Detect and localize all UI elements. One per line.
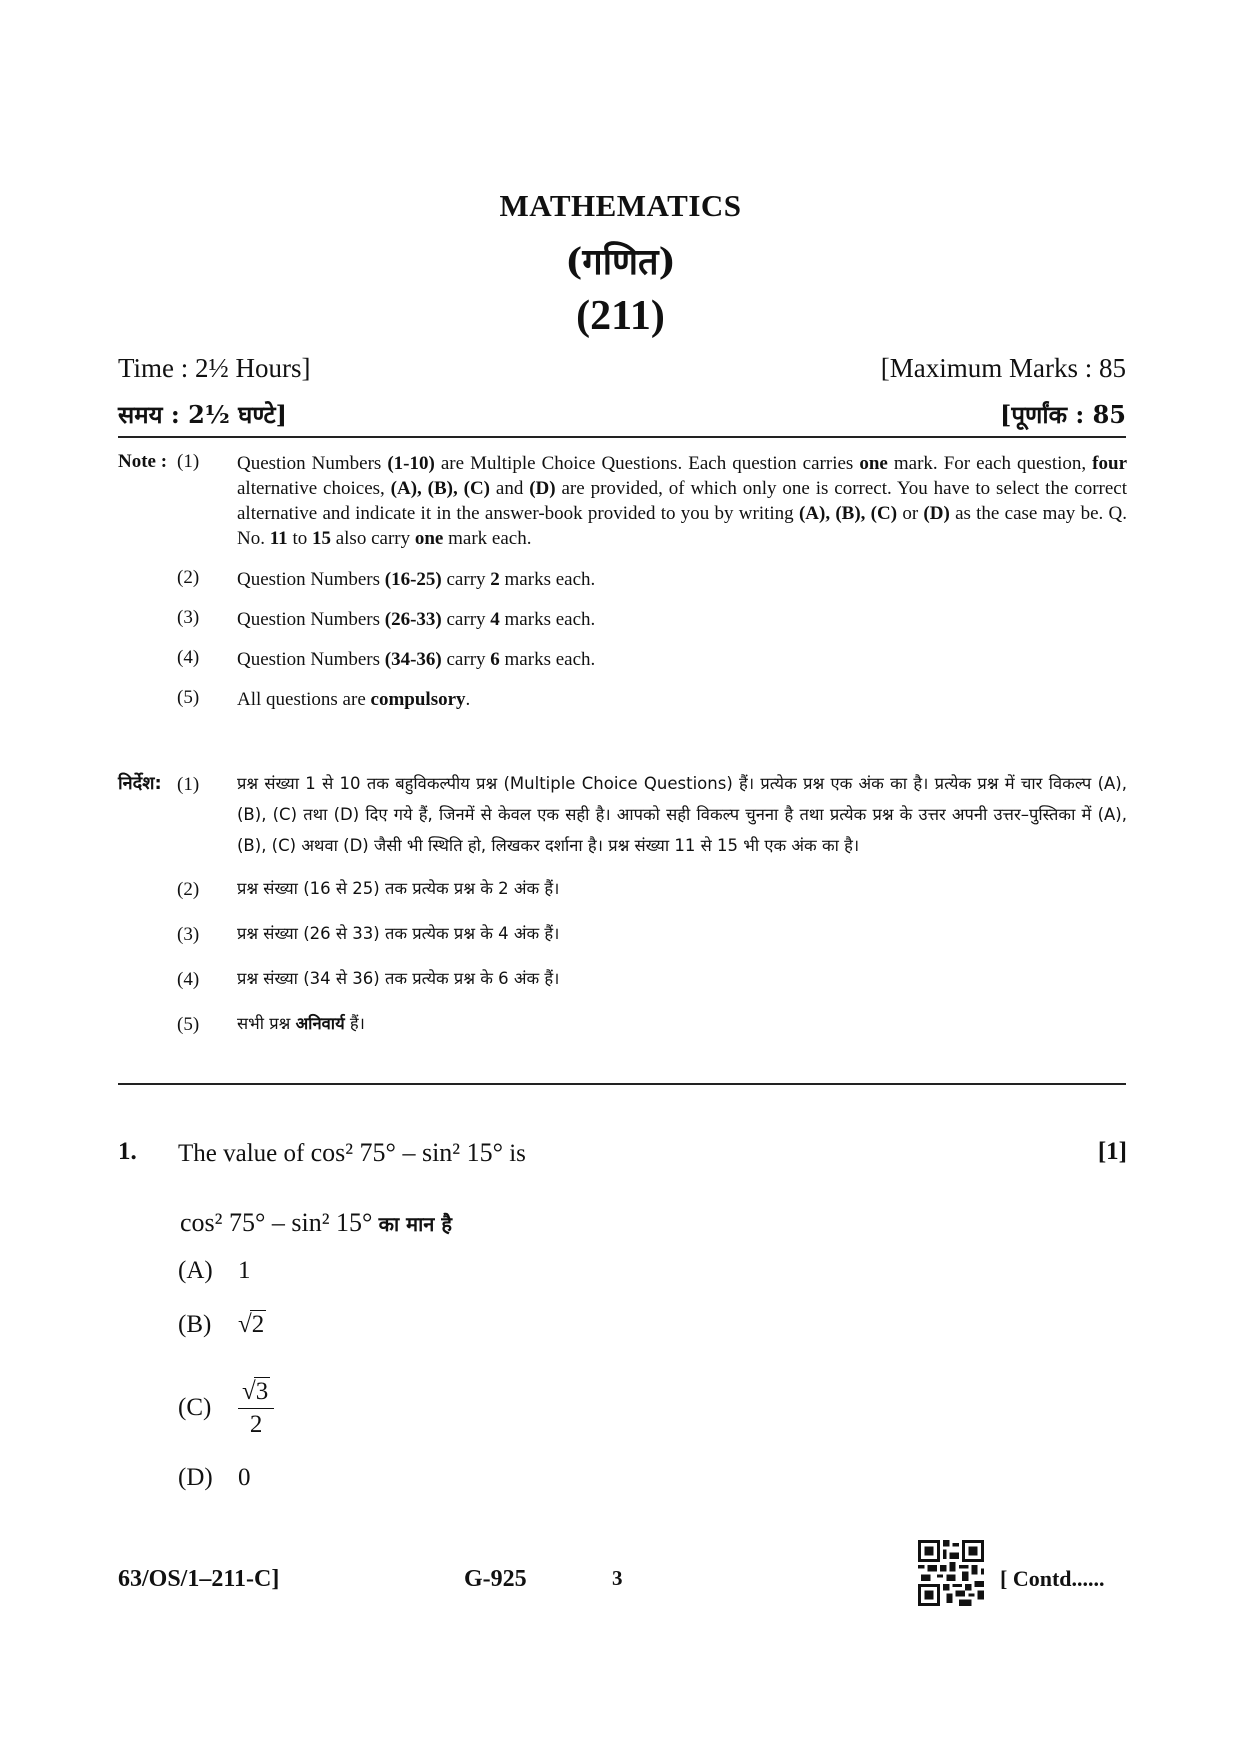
max-marks-en: [Maximum Marks : 85 <box>880 353 1126 383</box>
option-d: (D) 0 <box>178 1464 251 1491</box>
subject-code: (211) <box>576 293 665 339</box>
sqrt-symbol: √2 <box>238 1311 265 1338</box>
note-text: Question Numbers (16-25) carry 2 marks each. <box>237 569 596 590</box>
question-number: 1. <box>118 1138 137 1165</box>
note-num: (4) <box>177 969 200 990</box>
option-a: (A) 1 <box>178 1257 251 1284</box>
option-c: (C) $\frac{√3}{2}$ <box>178 1377 274 1439</box>
note-text-hindi: प्रश्न संख्या (26 से 33) तक प्रत्येक प्रश्न के 4 अंक हैं। <box>237 924 560 943</box>
note-num: (1) <box>177 451 200 472</box>
note-num: (5) <box>177 687 200 708</box>
continued-label: [ Contd...... <box>1000 1566 1105 1591</box>
question-expression: cos² 75° – sin² 15° <box>310 1138 503 1167</box>
notes-divider <box>118 1083 1126 1085</box>
question-text-hindi: cos² 75° – sin² 15° का मान है <box>180 1208 452 1237</box>
qr-code-icon <box>918 1540 984 1606</box>
max-marks-hi: [पूर्णांक : 85 <box>1000 400 1126 429</box>
paper-title: MATHEMATICS <box>499 188 742 223</box>
note-num: (5) <box>177 1014 200 1035</box>
note-num: (3) <box>177 924 200 945</box>
series-code: G-925 <box>464 1566 527 1592</box>
note-text: All questions are compulsory. <box>237 689 471 710</box>
note-text-hindi: प्रश्न संख्या (34 से 36) तक प्रत्येक प्रश्न के 6 अंक हैं। <box>237 969 560 988</box>
note-text: Question Numbers (26-33) carry 4 marks each. <box>237 609 596 630</box>
note-num: (3) <box>177 607 200 628</box>
time-en: Time : 2½ Hours] <box>118 353 311 383</box>
question-marks: [1] <box>1097 1138 1127 1165</box>
page-number: 3 <box>612 1566 623 1590</box>
note-num: (2) <box>177 879 200 900</box>
note-num: (1) <box>177 774 200 795</box>
question-text: The value of cos² 75° – sin² 15° is <box>178 1138 526 1167</box>
option-b: (B) √2 <box>178 1311 265 1338</box>
note-text-hindi: सभी प्रश्न अनिवार्य हैं। <box>237 1014 365 1033</box>
note-label: Note : <box>118 451 168 472</box>
fraction: $\frac{√3}{2}$ <box>238 1377 274 1439</box>
note-text-hindi: प्रश्न संख्या 1 से 10 तक बहुविकल्पीय प्रश्न (Multiple Choice Questions) हैं। प्रत्येक प्रश्न एक अंक का है। प्रत्येक प्रश्न में चार विकल्प (A), (B), (C) तथा (D) दिए गये हैं, जिनमें से केवल एक सही है। आपको सही विकल्प चुनना है तथा प्रत्येक प्रश्न के उत्तर अपनी उत्तर–पुस्तिका में (A), (B), (C) अथवा (D) जैसी भी स्थिति हो, लिखकर दर्शाना है। प्रश्न संख्या 11 से 15 भी एक अंक का है। <box>237 774 1127 855</box>
note-text: Question Numbers (34-36) carry 6 marks each. <box>237 649 596 670</box>
note-text-hindi: प्रश्न संख्या (16 से 25) तक प्रत्येक प्रश्न के 2 अंक हैं। <box>237 879 560 898</box>
note-num: (4) <box>177 647 200 668</box>
paper-title-hindi: (गणित) <box>565 241 676 283</box>
note-num: (2) <box>177 567 200 588</box>
note-text: Question Numbers (1-10) are Multiple Choice Questions. Each question carries one mark. For each question, four alternative choices, (A), (B), (C) and (D) are provided, of which only one is correct. You have to select the correct alternative and indicate it in the answer-book provided to you by writing (A), (B), (C) or (D) as the case may be. Q. No. 11 to 15 also carry one mark each. <box>237 453 1128 549</box>
paper-code: 63/OS/1–211-C] <box>118 1566 280 1592</box>
header-divider <box>118 436 1126 438</box>
time-hi: समय : 2½ घण्टे] <box>118 400 287 429</box>
note-label-hindi: निर्देश: <box>118 773 162 794</box>
